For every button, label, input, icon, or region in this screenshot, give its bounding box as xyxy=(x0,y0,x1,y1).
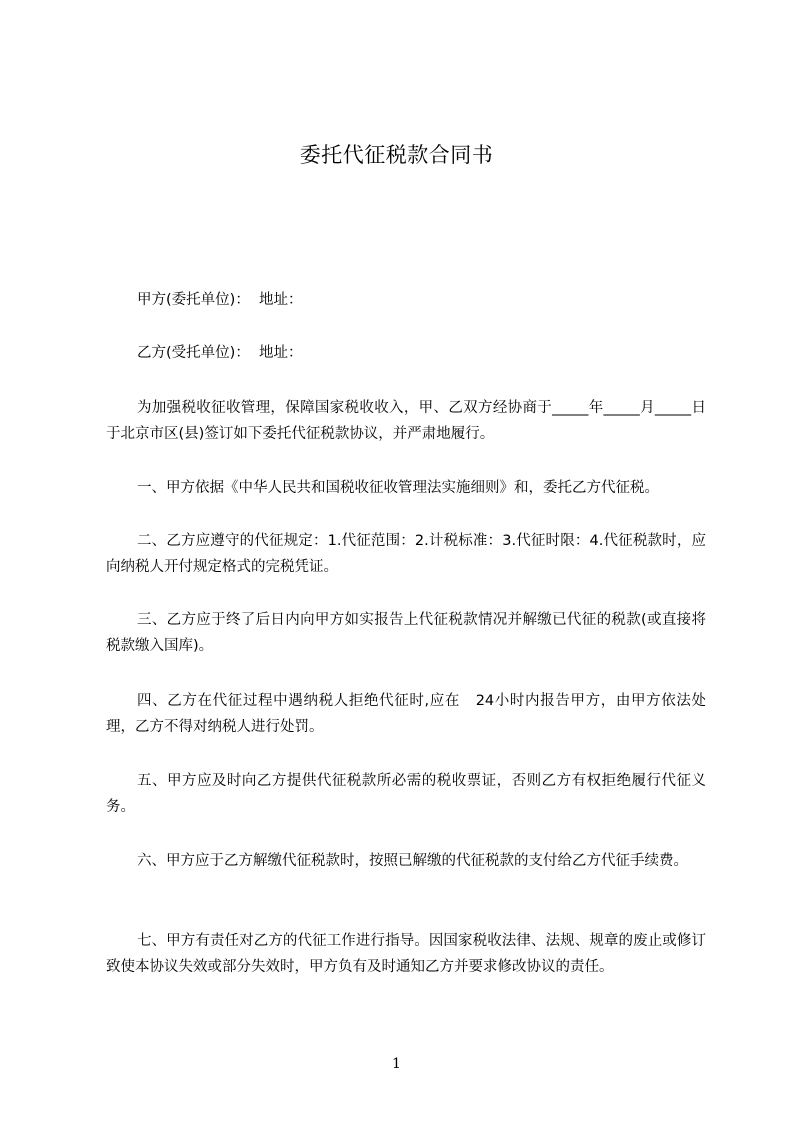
paragraph-party-a: 甲方(委托单位)： 地址： xyxy=(137,292,303,308)
paragraph-clause-6: 六、甲方应于乙方解缴代征税款时，按照已解缴的代征税款的支付给乙方代征手续费。 xyxy=(137,853,688,869)
paragraph-clause-7: 七、甲方有责任对乙方的代征工作进行指导。因国家税收法律、法规、规章的废止或修订致使本协议失效或部分失效时，甲方负有及时通知乙方并要求修改协议的责任。 xyxy=(106,933,706,975)
paragraph-party-b: 乙方(受托单位)： 地址： xyxy=(137,345,303,361)
document-title: 委托代征税款合同书 xyxy=(299,143,494,167)
paragraph-clause-3: 三、乙方应于终了后日内向甲方如实报告上代征税款情况并解缴已代征的税款(或直接将税款缴入国库)。 xyxy=(106,612,706,654)
paragraph-preamble: 为加强税收征收管理，保障国家税收收入，甲、乙双方经协商于_____年_____月_____日于北京市区(县)签订如下委托代征税款协议，并严肃地履行。 xyxy=(106,400,706,442)
paragraph-clause-4: 四、乙方在代征过程中遇纳税人拒绝代征时,应在 24小时内报告甲方，由甲方依法处理，乙方不得对纳税人进行处罚。 xyxy=(106,693,706,735)
paragraph-clause-5: 五、甲方应及时向乙方提供代征税款所必需的税收票证，否则乙方有权拒绝履行代征义务。 xyxy=(106,773,706,815)
paragraph-clause-1: 一、甲方依据《中华人民共和国税收征收管理法实施细则》和，委托乙方代征税。 xyxy=(137,480,659,496)
paragraph-clause-2: 二、乙方应遵守的代征规定：1.代征范围：2.计税标准：3.代征时限：4.代征税款时，应向纳税人开付规定格式的完税凭证。 xyxy=(106,533,706,575)
page-number: 1 xyxy=(392,1056,401,1072)
